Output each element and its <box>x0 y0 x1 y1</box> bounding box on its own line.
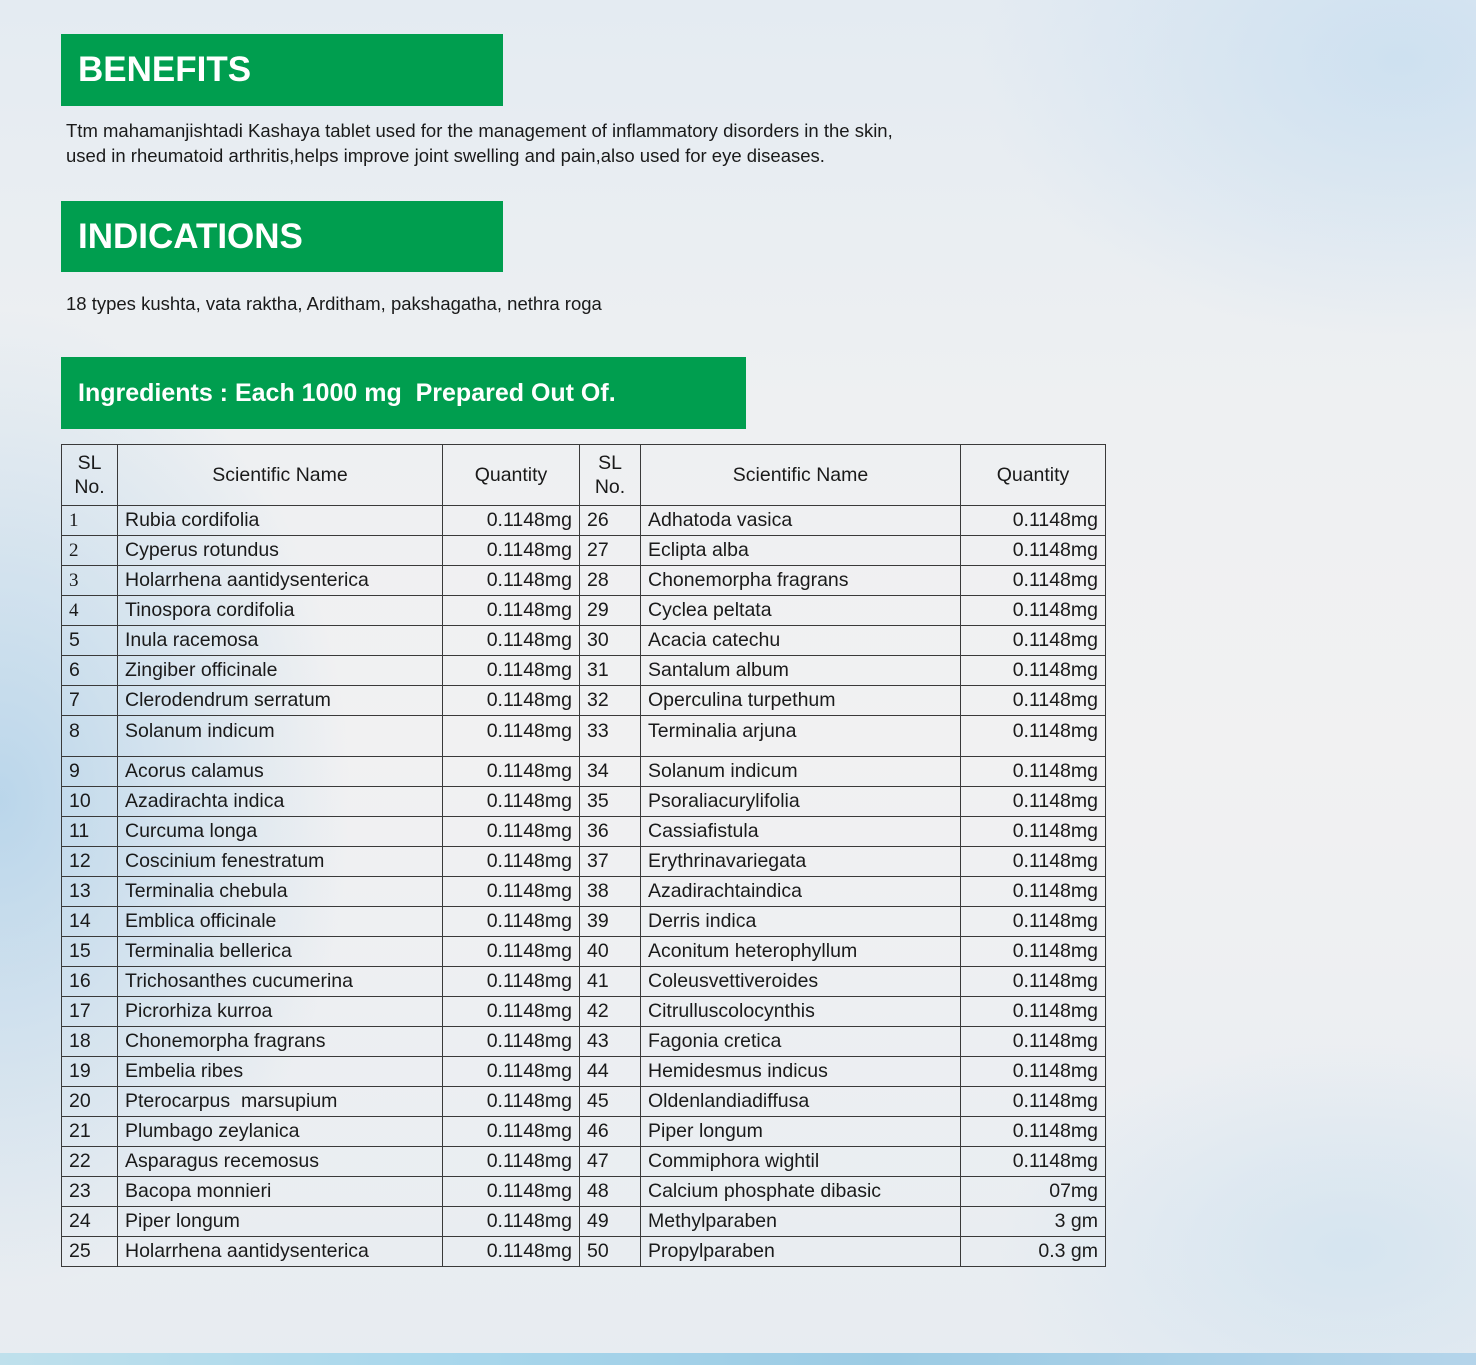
quantity-right: 3 gm <box>961 1207 1106 1237</box>
header-scientific-name-left: Scientific Name <box>118 445 443 506</box>
quantity-left: 0.1148mg <box>443 1117 580 1147</box>
scientific-name-left: Acorus calamus <box>118 757 443 787</box>
scientific-name-right: Erythrinavariegata <box>641 847 961 877</box>
quantity-right: 0.1148mg <box>961 686 1106 716</box>
header-sl-text: SL <box>598 452 622 474</box>
quantity-left: 0.1148mg <box>443 656 580 686</box>
table-row <box>62 716 1106 757</box>
sl-number-right: 32 <box>580 686 641 716</box>
indications-description: 18 types kushta, vata raktha, Arditham, pakshagatha, nethra roga <box>66 293 602 314</box>
scientific-name-left: Solanum indicum <box>118 716 443 757</box>
quantity-right: 0.1148mg <box>961 757 1106 787</box>
table-row <box>62 1207 1106 1237</box>
table-row <box>62 817 1106 847</box>
quantity-left: 0.1148mg <box>443 1027 580 1057</box>
sl-number-left: 17 <box>62 997 118 1027</box>
scientific-name-left: Bacopa monnieri <box>118 1177 443 1207</box>
sl-number-left: 3 <box>62 566 118 596</box>
quantity-right: 0.1148mg <box>961 626 1106 656</box>
scientific-name-left: Zingiber officinale <box>118 656 443 686</box>
sl-number-right: 45 <box>580 1087 641 1117</box>
table-row <box>62 686 1106 716</box>
scientific-name-left: Cyperus rotundus <box>118 536 443 566</box>
scientific-name-left: Holarrhena aantidysenterica <box>118 1237 443 1267</box>
sl-number-right: 34 <box>580 757 641 787</box>
benefits-line-2: used in rheumatoid arthritis,helps improve joint swelling and pain,also used for eye diseases. <box>66 145 825 166</box>
scientific-name-right: Methylparaben <box>641 1207 961 1237</box>
sl-number-right: 42 <box>580 997 641 1027</box>
header-quantity-left: Quantity <box>443 445 580 506</box>
header-scientific-name-right: Scientific Name <box>641 445 961 506</box>
table-row <box>62 787 1106 817</box>
table-row <box>62 596 1106 626</box>
scientific-name-left: Rubia cordifolia <box>118 506 443 536</box>
scientific-name-left: Plumbago zeylanica <box>118 1117 443 1147</box>
scientific-name-right: Citrulluscolocynthis <box>641 997 961 1027</box>
quantity-right: 0.1148mg <box>961 1087 1106 1117</box>
quantity-left: 0.1148mg <box>443 716 580 757</box>
sl-number-right: 31 <box>580 656 641 686</box>
table-row <box>62 1237 1106 1267</box>
quantity-right: 0.1148mg <box>961 937 1106 967</box>
scientific-name-left: Holarrhena aantidysenterica <box>118 566 443 596</box>
header-no-text: No. <box>594 476 626 498</box>
scientific-name-left: Azadirachta indica <box>118 787 443 817</box>
quantity-right: 0.1148mg <box>961 787 1106 817</box>
table-row <box>62 566 1106 596</box>
sl-number-left: 13 <box>62 877 118 907</box>
scientific-name-right: Solanum indicum <box>641 757 961 787</box>
scientific-name-right: Aconitum heterophyllum <box>641 937 961 967</box>
quantity-left: 0.1148mg <box>443 626 580 656</box>
ingredients-heading <box>61 357 746 429</box>
sl-number-left: 15 <box>62 937 118 967</box>
quantity-left: 0.1148mg <box>443 596 580 626</box>
quantity-left: 0.1148mg <box>443 1087 580 1117</box>
scientific-name-left: Trichosanthes cucumerina <box>118 967 443 997</box>
quantity-left: 0.1148mg <box>443 817 580 847</box>
scientific-name-right: Propylparaben <box>641 1237 961 1267</box>
sl-number-left: 4 <box>62 596 118 626</box>
sl-number-left: 14 <box>62 907 118 937</box>
quantity-right: 0.1148mg <box>961 877 1106 907</box>
sl-number-left: 11 <box>62 817 118 847</box>
scientific-name-left: Emblica officinale <box>118 907 443 937</box>
scientific-name-right: Chonemorpha fragrans <box>641 566 961 596</box>
quantity-left: 0.1148mg <box>443 1207 580 1237</box>
sl-number-right: 37 <box>580 847 641 877</box>
scientific-name-right: Psoraliacurylifolia <box>641 787 961 817</box>
quantity-left: 0.1148mg <box>443 937 580 967</box>
sl-number-left: 21 <box>62 1117 118 1147</box>
table-row <box>62 847 1106 877</box>
sl-number-right: 50 <box>580 1237 641 1267</box>
quantity-left: 0.1148mg <box>443 757 580 787</box>
sl-number-left: 7 <box>62 686 118 716</box>
indications-heading-text: INDICATIONS <box>78 216 303 256</box>
quantity-left: 0.1148mg <box>443 536 580 566</box>
table-row <box>62 967 1106 997</box>
quantity-left: 0.1148mg <box>443 686 580 716</box>
quantity-right: 0.1148mg <box>961 1057 1106 1087</box>
indications-heading <box>61 201 503 272</box>
table-header-row <box>62 445 1106 506</box>
quantity-right: 0.1148mg <box>961 536 1106 566</box>
sl-number-left: 20 <box>62 1087 118 1117</box>
scientific-name-left: Curcuma longa <box>118 817 443 847</box>
scientific-name-right: Operculina turpethum <box>641 686 961 716</box>
sl-number-left: 16 <box>62 967 118 997</box>
sl-number-right: 30 <box>580 626 641 656</box>
benefits-heading-text: BENEFITS <box>78 50 252 89</box>
sl-number-left: 8 <box>62 716 118 757</box>
sl-number-left: 18 <box>62 1027 118 1057</box>
sl-number-right: 49 <box>580 1207 641 1237</box>
sl-number-right: 26 <box>580 506 641 536</box>
scientific-name-left: Clerodendrum serratum <box>118 686 443 716</box>
sl-number-left: 6 <box>62 656 118 686</box>
quantity-right: 0.1148mg <box>961 1027 1106 1057</box>
benefits-heading <box>61 34 503 106</box>
scientific-name-left: Tinospora cordifolia <box>118 596 443 626</box>
ingredients-table <box>61 444 1106 1267</box>
table-row <box>62 907 1106 937</box>
table-row <box>62 1117 1106 1147</box>
quantity-left: 0.1148mg <box>443 847 580 877</box>
table-row <box>62 877 1106 907</box>
table-row <box>62 656 1106 686</box>
sl-number-right: 35 <box>580 787 641 817</box>
quantity-right: 0.3 gm <box>961 1237 1106 1267</box>
scientific-name-right: Cyclea peltata <box>641 596 961 626</box>
scientific-name-left: Inula racemosa <box>118 626 443 656</box>
scientific-name-right: Adhatoda vasica <box>641 506 961 536</box>
sl-number-left: 1 <box>62 506 118 536</box>
ingredients-heading-text: Ingredients : Each 1000 mg Prepared Out Of. <box>78 378 616 407</box>
quantity-right: 0.1148mg <box>961 907 1106 937</box>
scientific-name-right: Hemidesmus indicus <box>641 1057 961 1087</box>
scientific-name-right: Santalum album <box>641 656 961 686</box>
sl-number-left: 23 <box>62 1177 118 1207</box>
benefits-description <box>66 118 1126 168</box>
table-row <box>62 997 1106 1027</box>
sl-number-right: 40 <box>580 937 641 967</box>
scientific-name-left: Picrorhiza kurroa <box>118 997 443 1027</box>
table-row <box>62 1147 1106 1177</box>
sl-number-right: 44 <box>580 1057 641 1087</box>
quantity-left: 0.1148mg <box>443 787 580 817</box>
sl-number-left: 25 <box>62 1237 118 1267</box>
scientific-name-right: Azadirachtaindica <box>641 877 961 907</box>
table-row <box>62 1087 1106 1117</box>
quantity-right: 0.1148mg <box>961 967 1106 997</box>
sl-number-right: 29 <box>580 596 641 626</box>
sl-number-right: 47 <box>580 1147 641 1177</box>
table-row <box>62 1057 1106 1087</box>
sl-number-left: 10 <box>62 787 118 817</box>
sl-number-right: 39 <box>580 907 641 937</box>
sl-number-left: 22 <box>62 1147 118 1177</box>
sl-number-left: 24 <box>62 1207 118 1237</box>
quantity-right: 0.1148mg <box>961 596 1106 626</box>
bottom-strip <box>0 1353 1476 1365</box>
scientific-name-left: Piper longum <box>118 1207 443 1237</box>
table-row <box>62 757 1106 787</box>
scientific-name-right: Derris indica <box>641 907 961 937</box>
quantity-right: 0.1148mg <box>961 997 1106 1027</box>
benefits-line-1: Ttm mahamanjishtadi Kashaya tablet used for the management of inflammatory disorders in the skin, <box>66 120 893 141</box>
quantity-right: 0.1148mg <box>961 566 1106 596</box>
sl-number-right: 38 <box>580 877 641 907</box>
quantity-left: 0.1148mg <box>443 1147 580 1177</box>
quantity-left: 0.1148mg <box>443 1057 580 1087</box>
scientific-name-right: Eclipta alba <box>641 536 961 566</box>
quantity-left: 0.1148mg <box>443 907 580 937</box>
scientific-name-right: Coleusvettiveroides <box>641 967 961 997</box>
scientific-name-left: Terminalia chebula <box>118 877 443 907</box>
table-row <box>62 506 1106 536</box>
quantity-left: 0.1148mg <box>443 566 580 596</box>
scientific-name-left: Embelia ribes <box>118 1057 443 1087</box>
scientific-name-right: Commiphora wightil <box>641 1147 961 1177</box>
scientific-name-right: Cassiafistula <box>641 817 961 847</box>
sl-number-right: 36 <box>580 817 641 847</box>
scientific-name-right: Terminalia arjuna <box>641 716 961 757</box>
table-row <box>62 626 1106 656</box>
header-sl-no-right <box>580 445 641 506</box>
sl-number-left: 19 <box>62 1057 118 1087</box>
scientific-name-left: Asparagus recemosus <box>118 1147 443 1177</box>
sl-number-left: 2 <box>62 536 118 566</box>
sl-number-right: 43 <box>580 1027 641 1057</box>
sl-number-right: 48 <box>580 1177 641 1207</box>
table-row <box>62 937 1106 967</box>
header-sl-no-left <box>62 445 118 506</box>
sl-number-left: 5 <box>62 626 118 656</box>
scientific-name-right: Acacia catechu <box>641 626 961 656</box>
quantity-left: 0.1148mg <box>443 877 580 907</box>
quantity-right: 0.1148mg <box>961 847 1106 877</box>
sl-number-right: 27 <box>580 536 641 566</box>
scientific-name-left: Terminalia bellerica <box>118 937 443 967</box>
table-row <box>62 1177 1106 1207</box>
sl-number-right: 46 <box>580 1117 641 1147</box>
sl-number-right: 28 <box>580 566 641 596</box>
quantity-right: 0.1148mg <box>961 506 1106 536</box>
scientific-name-right: Oldenlandiadiffusa <box>641 1087 961 1117</box>
quantity-left: 0.1148mg <box>443 1237 580 1267</box>
quantity-left: 0.1148mg <box>443 506 580 536</box>
table-row <box>62 1027 1106 1057</box>
quantity-right: 0.1148mg <box>961 656 1106 686</box>
quantity-left: 0.1148mg <box>443 997 580 1027</box>
scientific-name-right: Fagonia cretica <box>641 1027 961 1057</box>
sl-number-left: 9 <box>62 757 118 787</box>
sl-number-right: 41 <box>580 967 641 997</box>
quantity-right: 0.1148mg <box>961 1147 1106 1177</box>
scientific-name-left: Coscinium fenestratum <box>118 847 443 877</box>
quantity-right: 07mg <box>961 1177 1106 1207</box>
scientific-name-right: Calcium phosphate dibasic <box>641 1177 961 1207</box>
quantity-right: 0.1148mg <box>961 817 1106 847</box>
sl-number-right: 33 <box>580 716 641 757</box>
header-sl-text: SL <box>77 452 102 474</box>
sl-number-left: 12 <box>62 847 118 877</box>
scientific-name-right: Piper longum <box>641 1117 961 1147</box>
scientific-name-left: Pterocarpus marsupium <box>118 1087 443 1117</box>
scientific-name-left: Chonemorpha fragrans <box>118 1027 443 1057</box>
quantity-left: 0.1148mg <box>443 967 580 997</box>
quantity-right: 0.1148mg <box>961 716 1106 757</box>
header-no-text: No. <box>74 476 105 498</box>
quantity-right: 0.1148mg <box>961 1117 1106 1147</box>
header-quantity-right: Quantity <box>961 445 1106 506</box>
quantity-left: 0.1148mg <box>443 1177 580 1207</box>
table-row <box>62 536 1106 566</box>
